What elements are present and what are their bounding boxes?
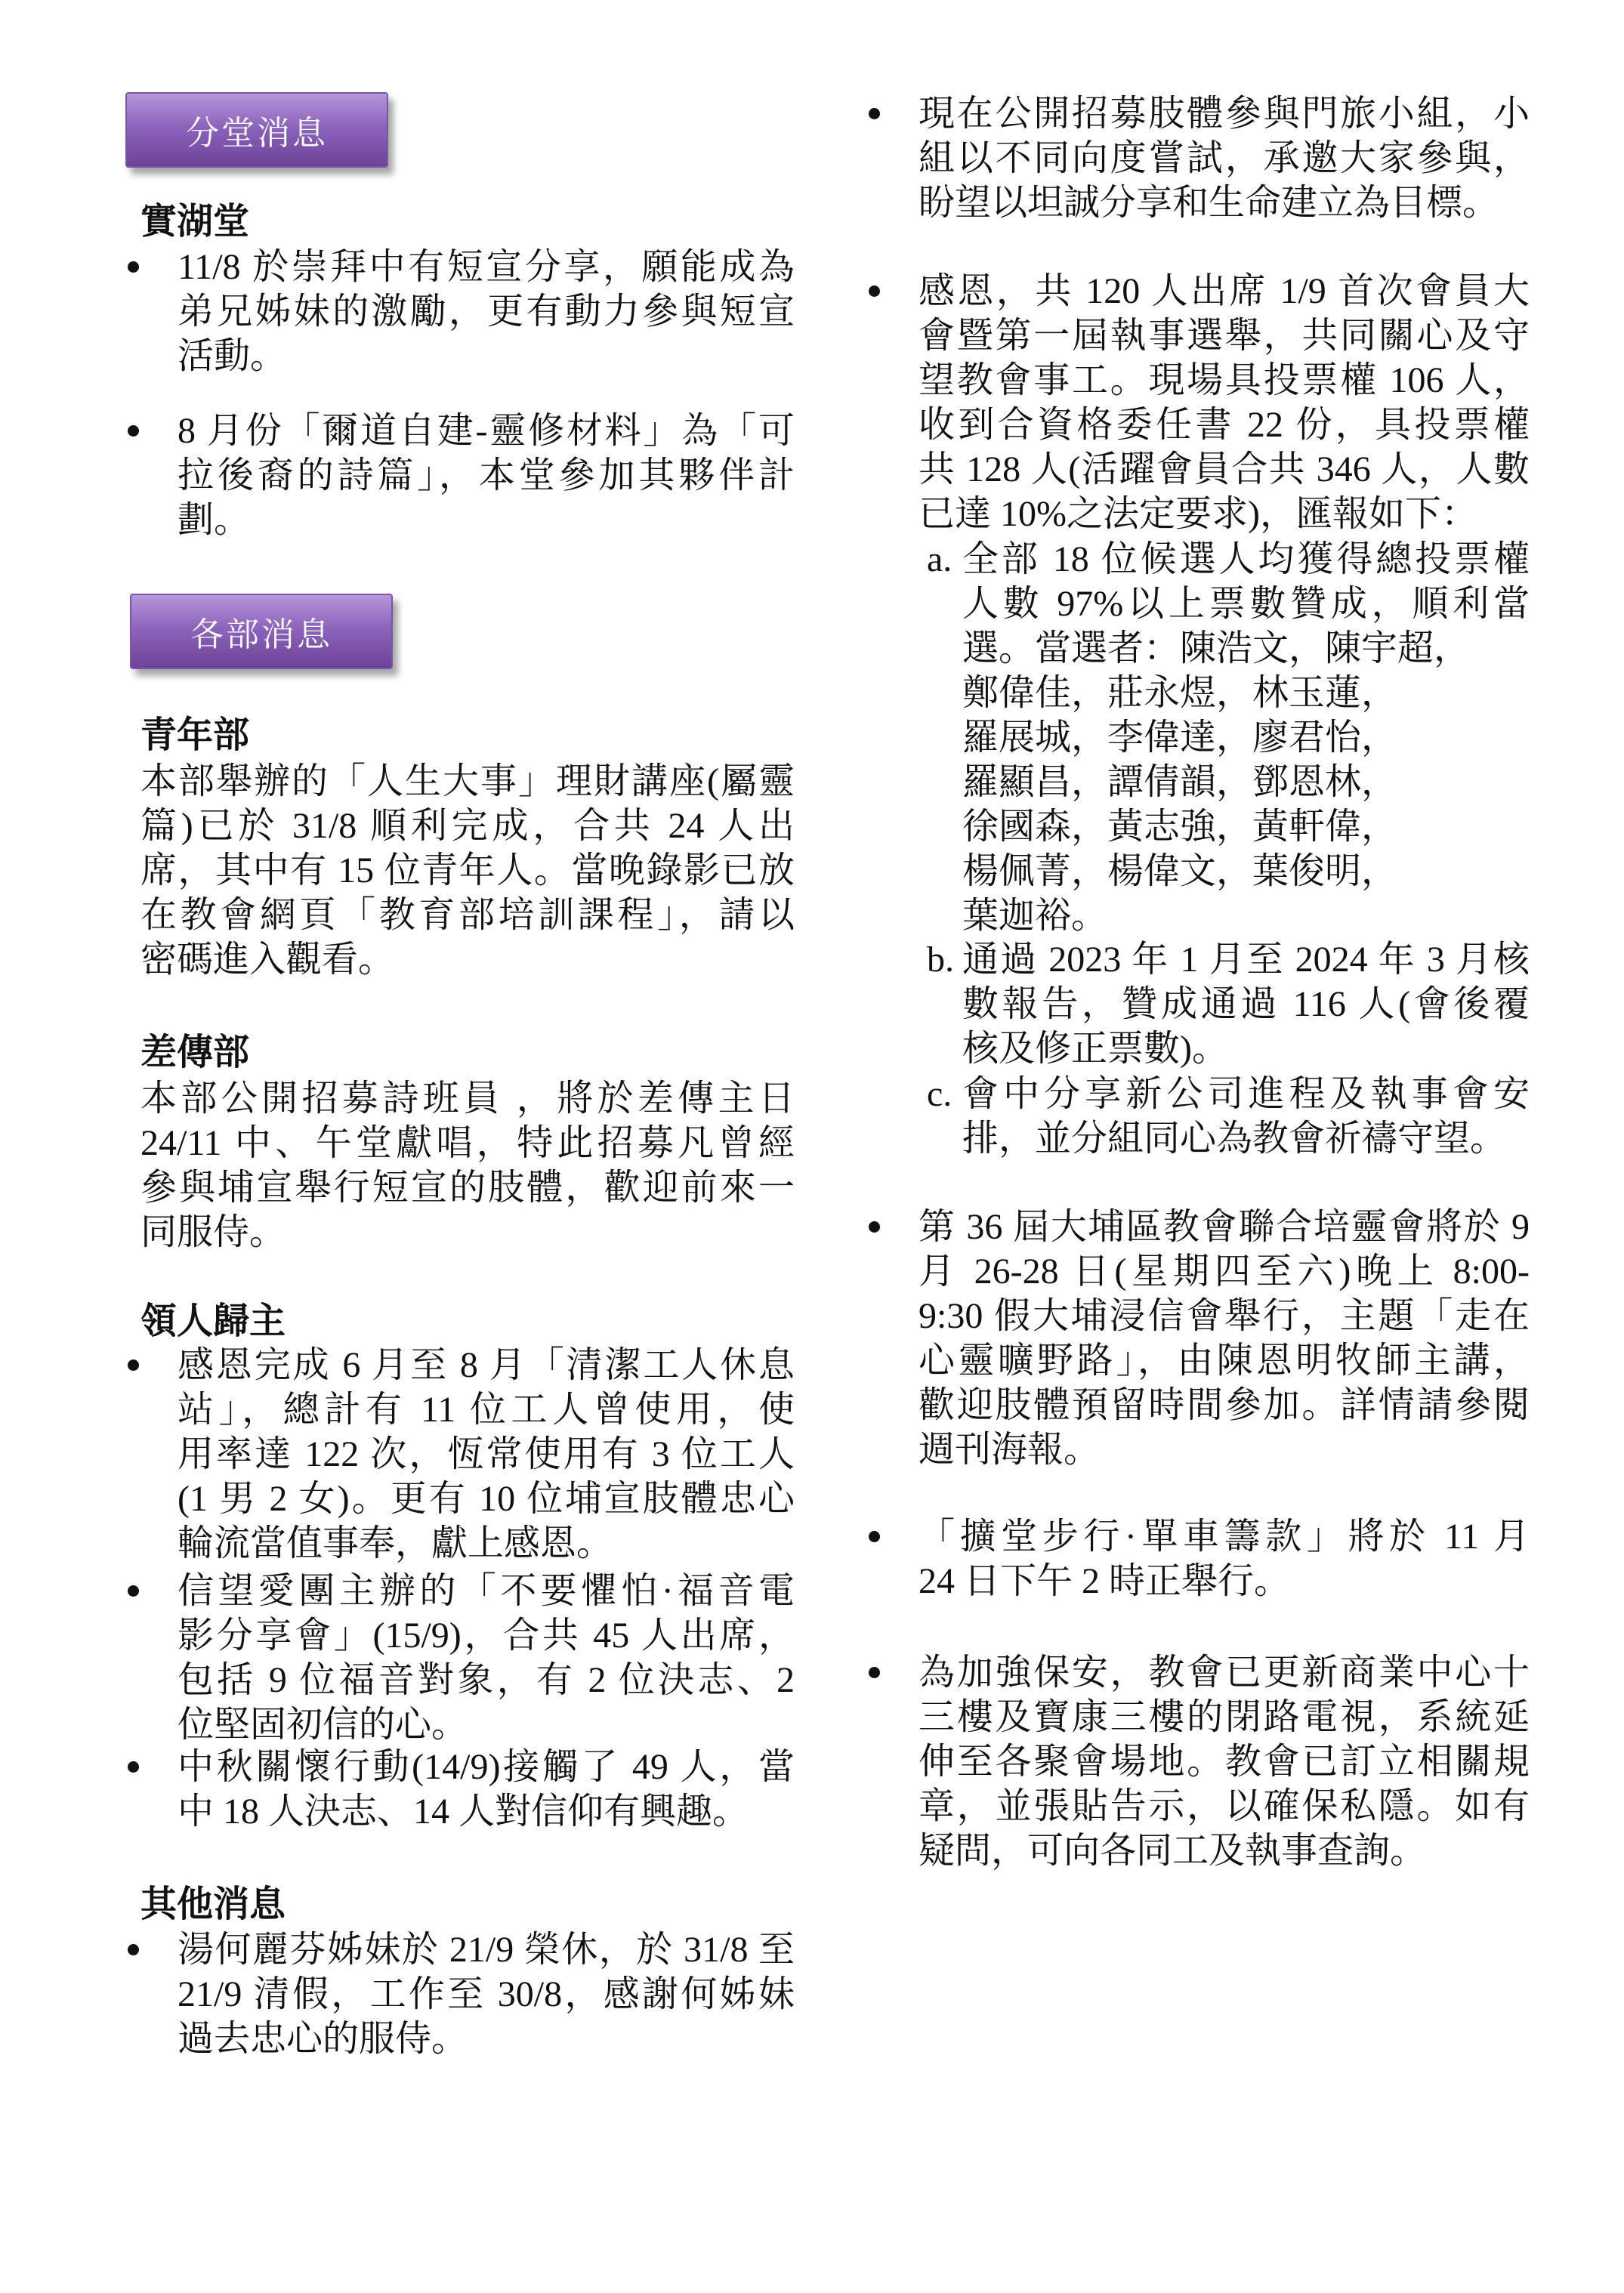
text-line: 同服侍。 bbox=[140, 1212, 286, 1252]
text-line: 參與埔宣舉行短宣的肢體，歡迎前來一 bbox=[140, 1168, 795, 1208]
text-line: 現在公開招募肢體參與門旅小組，小 bbox=[919, 94, 1530, 134]
text-line: (1 男 2 女)。更有 10 位埔宣肢體忠心 bbox=[178, 1479, 795, 1519]
text-line: 月 26-28 日(星期四至六)晚上 8:00- bbox=[919, 1251, 1530, 1292]
paragraph-youth bbox=[140, 759, 795, 982]
text-line: 湯何麗芬姊妹於 21/9 榮休，於 31/8 至 bbox=[178, 1930, 795, 1970]
text-line: 核及修正票數)。 bbox=[962, 1029, 1228, 1069]
text-line: 會中分享新公司進程及執事會安 bbox=[962, 1074, 1530, 1114]
text-line: 11/8 於崇拜中有短宣分享，願能成為 bbox=[178, 247, 795, 287]
section-heading-evangelism: 領人歸主 bbox=[140, 1301, 286, 1341]
text-line: 羅展城，李偉達，廖君怡， bbox=[962, 718, 1398, 758]
text-line: 已達 10%之法定要求)，匯報如下： bbox=[919, 494, 1477, 534]
text-line: 心靈曠野路」，由陳恩明牧師主講， bbox=[919, 1341, 1530, 1381]
bullet bbox=[869, 1667, 880, 1678]
text-line: 楊佩菁，楊偉文，葉俊明， bbox=[962, 851, 1398, 891]
bullet bbox=[869, 108, 880, 119]
text-line: 伸至各聚會場地。教會已訂立相關規 bbox=[919, 1742, 1530, 1782]
news-item bbox=[178, 1569, 795, 1747]
news-item bbox=[919, 269, 1530, 536]
sub-item bbox=[927, 537, 1530, 938]
text-line: 組以不同向度嘗試，承邀大家參與， bbox=[919, 138, 1530, 178]
news-item bbox=[919, 1205, 1530, 1472]
bullet bbox=[869, 285, 880, 297]
bullet bbox=[128, 425, 139, 437]
banner-label: 各部消息 bbox=[190, 616, 332, 654]
sub-item bbox=[927, 937, 1530, 1071]
text-line: 弟兄姊妹的激勵，更有動力參與短宣 bbox=[178, 292, 795, 332]
text-line: 通過 2023 年 1 月至 2024 年 3 月核 bbox=[962, 940, 1530, 980]
text-line: 週刊海報。 bbox=[919, 1430, 1101, 1470]
text-line: 21/9 清假，工作至 30/8，感謝何姊妹 bbox=[178, 1974, 795, 2014]
text-line: 篇)已於 31/8 順利完成，合共 24 人出 bbox=[140, 806, 795, 846]
text-line: 葉迦裕。 bbox=[962, 896, 1108, 936]
text-line: 排，並分組同心為教會祈禱守望。 bbox=[962, 1119, 1507, 1159]
section-heading-other: 其他消息 bbox=[140, 1884, 286, 1924]
news-item bbox=[178, 409, 795, 542]
news-item bbox=[919, 1650, 1530, 1873]
news-item bbox=[178, 1343, 795, 1566]
text-line: 人數 97%以上票數贊成，順利當 bbox=[962, 584, 1530, 624]
section-banner-department-news bbox=[130, 594, 393, 669]
bullet bbox=[869, 1531, 880, 1542]
text-line: 站」，總計有 11 位工人曾使用，使 bbox=[178, 1390, 795, 1430]
section-heading-mission: 差傳部 bbox=[140, 1032, 250, 1072]
news-item bbox=[178, 245, 795, 378]
text-line: 疑問，可向各同工及執事查詢。 bbox=[919, 1831, 1427, 1871]
text-line: 在教會網頁「教育部培訓課程」，請以 bbox=[140, 895, 795, 935]
text-line: 第 36 屆大埔區教會聯合培靈會將於 9 bbox=[919, 1207, 1530, 1247]
text-line: 感恩完成 6 月至 8 月「清潔工人休息 bbox=[178, 1345, 795, 1385]
bullet bbox=[128, 1359, 139, 1371]
sub-item-label: c. bbox=[927, 1074, 952, 1114]
text-line: 24 日下午 2 時正舉行。 bbox=[919, 1561, 1291, 1601]
text-line: 歡迎肢體預留時間參加。詳情請參閱 bbox=[919, 1385, 1530, 1425]
bullet bbox=[869, 1221, 880, 1233]
text-line: 本部公開招募詩班員 ，將於差傳主日 bbox=[140, 1079, 795, 1119]
text-line: 8 月份「爾道自建-靈修材料」為「可 bbox=[178, 411, 795, 451]
text-line: 望教會事工。現場具投票權 106 人， bbox=[919, 360, 1530, 400]
paragraph-mission bbox=[140, 1076, 795, 1255]
text-line: 9:30 假大埔浸信會舉行，主題「走在 bbox=[919, 1296, 1530, 1336]
text-line: 用率達 122 次，恆常使用有 3 位工人 bbox=[178, 1434, 795, 1474]
text-line: 劃。 bbox=[178, 500, 251, 540]
text-line: 輪流當值事奉，獻上感恩。 bbox=[178, 1523, 613, 1563]
text-line: 位堅固初信的心。 bbox=[178, 1705, 468, 1745]
text-line: 盼望以坦誠分享和生命建立為目標。 bbox=[919, 183, 1499, 223]
text-line: 信望愛團主辦的「不要懼怕·福音電 bbox=[178, 1571, 795, 1611]
text-line: 三樓及寶康三樓的閉路電視，系統延 bbox=[919, 1697, 1530, 1737]
sub-item bbox=[927, 1072, 1530, 1161]
text-line: 24/11 中、午堂獻唱，特此招募凡曾經 bbox=[140, 1123, 795, 1163]
section-heading-youth: 青年部 bbox=[140, 715, 250, 755]
section-heading-church: 實湖堂 bbox=[140, 202, 250, 242]
section-banner-branch-news bbox=[125, 92, 388, 168]
sub-item-label: a. bbox=[927, 539, 952, 579]
text-line: 選。當選者：陳浩文，陳宇超， bbox=[962, 628, 1471, 668]
bullet bbox=[128, 261, 139, 273]
text-line: 會暨第一屆執事選舉，共同關心及守 bbox=[919, 316, 1530, 356]
text-line: 全部 18 位候選人均獲得總投票權 bbox=[962, 539, 1530, 579]
banner-label: 分堂消息 bbox=[186, 114, 328, 153]
text-line: 章，並張貼告示，以確保私隱。如有 bbox=[919, 1786, 1530, 1826]
text-line: 中秋關懷行動(14/9)接觸了 49 人，當 bbox=[178, 1747, 795, 1787]
text-line: 活動。 bbox=[178, 336, 287, 376]
bullet bbox=[128, 1944, 139, 1955]
text-line: 共 128 人(活躍會員合共 346 人，人數 bbox=[919, 449, 1530, 489]
text-line: 本部舉辦的「人生大事」理財講座(屬靈 bbox=[140, 761, 795, 801]
news-item bbox=[919, 91, 1530, 225]
text-line: 鄭偉佳，莊永煜，林玉蓮， bbox=[962, 673, 1398, 713]
text-line: 影分享會」(15/9)，合共 45 人出席， bbox=[178, 1616, 795, 1656]
text-line: 「擴堂步行·單車籌款」將於 11 月 bbox=[919, 1517, 1530, 1557]
text-line: 包括 9 位福音對象，有 2 位決志、2 bbox=[178, 1660, 795, 1700]
bullet bbox=[128, 1585, 139, 1597]
news-item bbox=[178, 1927, 795, 2061]
news-item bbox=[178, 1745, 795, 1834]
text-line: 感恩，共 120 人出席 1/9 首次會員大 bbox=[919, 271, 1530, 311]
text-line: 密碼進入觀看。 bbox=[140, 940, 395, 980]
text-line: 徐國森，黃志強，黃軒偉， bbox=[962, 807, 1398, 847]
text-line: 拉後裔的詩篇」，本堂參加其夥伴計 bbox=[178, 455, 795, 495]
text-line: 數報告，贊成通過 116 人(會後覆 bbox=[962, 984, 1530, 1024]
text-line: 羅顯昌，譚倩韻，鄧恩林， bbox=[962, 762, 1398, 802]
text-line: 過去忠心的服侍。 bbox=[178, 2019, 468, 2059]
text-line: 為加強保安，教會已更新商業中心十 bbox=[919, 1653, 1530, 1693]
text-line: 中 18 人決志、14 人對信仰有興趣。 bbox=[178, 1792, 749, 1832]
text-line: 收到合資格委任書 22 份，具投票權 bbox=[919, 405, 1530, 445]
text-line: 席，其中有 15 位青年人。當晚錄影已放 bbox=[140, 850, 795, 890]
sub-item-label: b. bbox=[927, 940, 954, 980]
news-item bbox=[919, 1514, 1530, 1603]
bullet bbox=[128, 1761, 139, 1773]
